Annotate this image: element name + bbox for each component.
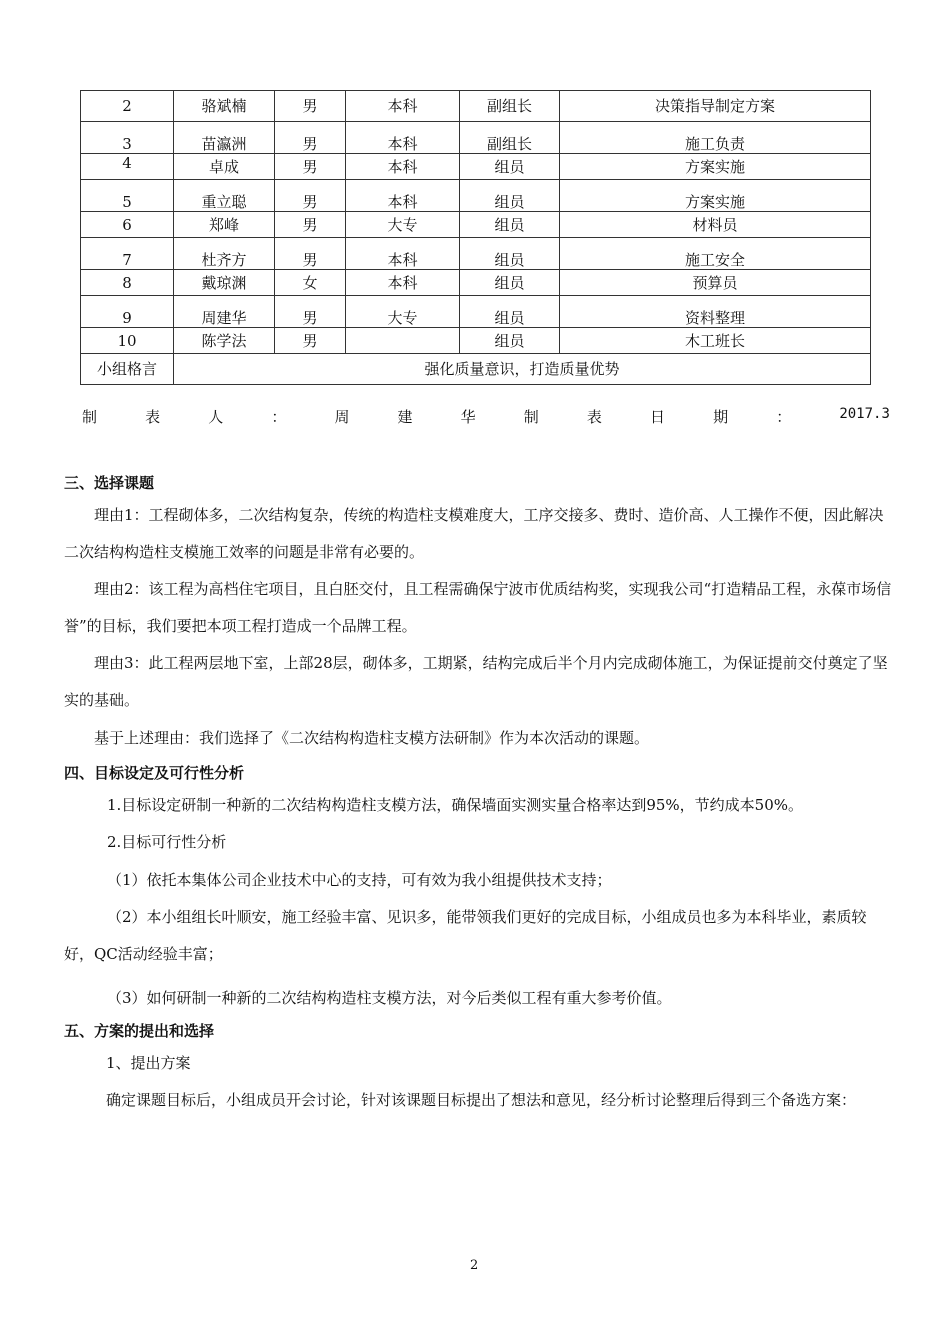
maker-char: 建 [397,408,413,426]
maker-char: 日 [649,408,665,426]
section-3-heading: 三、选择课题 [64,474,155,492]
cell-edu: 本科 [346,238,460,270]
cell-no: 6 [81,212,174,238]
cell-edu: 本科 [346,180,460,212]
cell-name: 杜齐方 [174,238,275,270]
cell-gender: 女 [275,270,346,296]
maker-char: 制 [82,408,98,426]
maker-char: ： [776,408,792,426]
motto-text: 强化质量意识，打造质量优势 [174,354,871,385]
cell-name: 周建华 [174,296,275,328]
cell-gender: 男 [275,180,346,212]
cell-no: 4 [81,154,174,180]
cell-duty: 决策指导制定方案 [560,91,871,122]
cell-role: 组员 [460,238,560,270]
cell-gender: 男 [275,122,346,154]
cell-gender: 男 [275,154,346,180]
section-5-para-1: 1、提出方案 [106,1054,191,1072]
section-3-para-3: 理由3：此工程两层地下室，上部28层，砌体多，工期紧，结构完成后半个月内完成砌体施工，为保证提前交付奠定了坚实的基础。 [64,654,888,709]
cell-edu: 本科 [346,122,460,154]
cell-duty: 方案实施 [560,154,871,180]
section-4-para-3: （1）依托本集体公司企业技术中心的支持，可有效为我小组提供技术支持； [107,871,612,889]
maker-char: ： [271,408,287,426]
cell-no: 2 [81,91,174,122]
section-4-para-4: （2）本小组组长叶顺安，施工经验丰富、见识多，能带领我们更好的完成目标，小组成员也多为本科毕业，素质较好，QC活动经验丰富； [64,908,867,963]
cell-duty: 木工班长 [560,328,871,354]
cell-edu [346,328,460,354]
cell-duty: 施工负责 [560,122,871,154]
cell-name: 戴琼渊 [174,270,275,296]
cell-name: 陈学法 [174,328,275,354]
cell-duty: 方案实施 [560,180,871,212]
cell-role: 副组长 [460,91,560,122]
cell-role: 副组长 [460,122,560,154]
maker-char: 制 [523,408,539,426]
maker-date: 2017.3 [839,406,890,422]
table-row [81,212,871,238]
section-5-para-2: 确定课题目标后，小组成员开会讨论，针对该课题目标提出了想法和意见，经分析讨论整理后得到三个备选方案： [106,1091,857,1109]
table-row [81,270,871,296]
maker-char: 周 [334,408,350,426]
cell-gender: 男 [275,296,346,328]
table-row [81,154,871,180]
cell-duty: 预算员 [560,270,871,296]
maker-char: 华 [460,408,476,426]
motto-label: 小组格言 [81,354,174,385]
cell-no: 8 [81,270,174,296]
cell-name: 卓成 [174,154,275,180]
cell-role: 组员 [460,270,560,296]
section-5-heading: 五、方案的提出和选择 [64,1022,215,1040]
table-row-motto [81,354,871,385]
cell-no: 5 [81,180,174,212]
cell-gender: 男 [275,212,346,238]
cell-no: 3 [81,122,174,154]
cell-duty: 资料整理 [560,296,871,328]
cell-name: 郑峰 [174,212,275,238]
table-maker-line [82,406,890,427]
cell-gender: 男 [275,238,346,270]
cell-gender: 男 [275,91,346,122]
cell-duty: 材料员 [560,212,871,238]
table-row [81,238,871,270]
table-row [81,328,871,354]
cell-edu: 本科 [346,154,460,180]
cell-duty: 施工安全 [560,238,871,270]
cell-role: 组员 [460,180,560,212]
table-row [81,180,871,212]
section-4-para-2: 2.目标可行性分析 [107,833,227,851]
maker-char: 人 [208,408,224,426]
section-4-para-5: （3）如何研制一种新的二次结构构造柱支模方法，对今后类似工程有重大参考价值。 [107,989,672,1007]
cell-gender: 男 [275,328,346,354]
cell-role: 组员 [460,328,560,354]
section-3-para-1: 理由1：工程砌体多，二次结构复杂，传统的构造柱支模难度大，工序交接多、费时、造价高、人工操作不便，因此解决二次结构构造柱支模施工效率的问题是非常有必要的。 [64,506,884,561]
maker-char: 表 [586,408,602,426]
cell-name: 骆斌楠 [174,91,275,122]
cell-no: 7 [81,238,174,270]
table-row [81,122,871,154]
maker-char: 表 [145,408,161,426]
cell-role: 组员 [460,212,560,238]
section-3-para-2: 理由2：该工程为高档住宅项目，且白胚交付，且工程需确保宁波市优质结构奖，实现我公司“打造精品工程，永葆市场信誉”的目标，我们要把本项工程打造成一个品牌工程。 [64,580,892,635]
maker-char: 期 [713,408,729,426]
cell-edu: 大专 [346,296,460,328]
cell-no: 10 [81,328,174,354]
cell-role: 组员 [460,154,560,180]
cell-no: 9 [81,296,174,328]
table-row [81,296,871,328]
cell-edu: 大专 [346,212,460,238]
cell-edu: 本科 [346,270,460,296]
section-3-para-4: 基于上述理由：我们选择了《二次结构构造柱支模方法研制》作为本次活动的课题。 [94,729,650,747]
cell-edu: 本科 [346,91,460,122]
member-table [80,90,871,385]
table-row [81,91,871,122]
cell-name: 重立聪 [174,180,275,212]
cell-role: 组员 [460,296,560,328]
section-4-para-1: 1.目标设定研制一种新的二次结构构造柱支模方法，确保墙面实测实量合格率达到95%，节约成本50%。 [107,796,803,814]
cell-name: 苗瀛洲 [174,122,275,154]
page-number: 2 [470,1258,479,1273]
section-4-heading: 四、目标设定及可行性分析 [64,764,245,782]
